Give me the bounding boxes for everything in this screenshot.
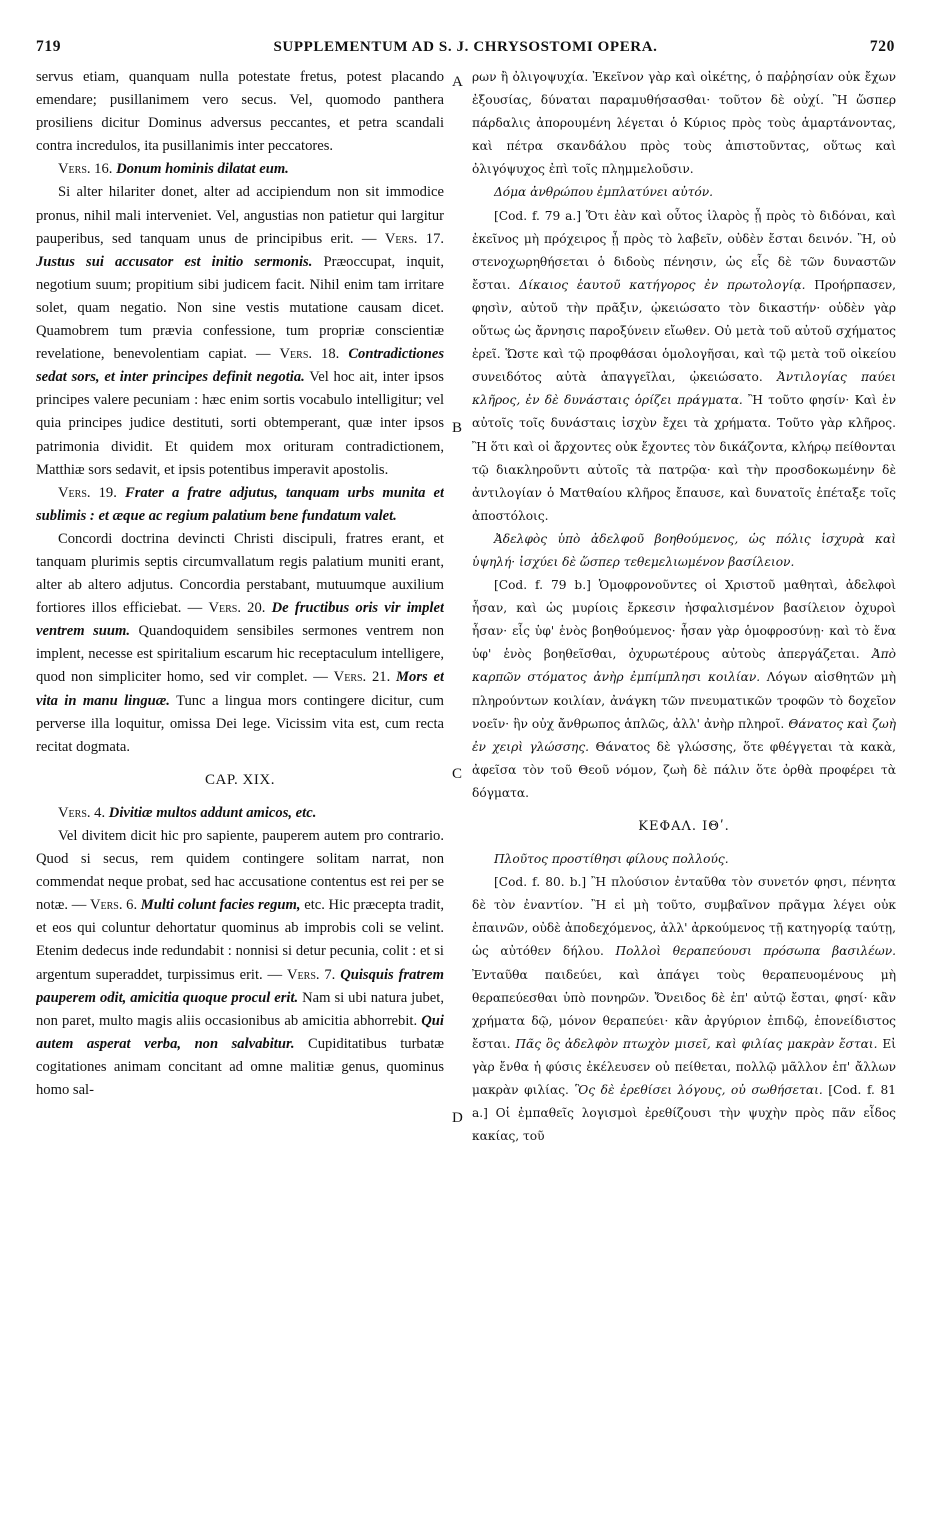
- margin-marker-b: B: [452, 420, 463, 436]
- greek-paragraph: ρων ἢ ὀλιγοψυχία. Ἐκεῖνον γὰρ καὶ οἰκέτης, ὁ παῤῥησίαν οὐκ ἔχων ἐξουσίας, δύναται παραμυθήσασθαι· τοῦτον δὲ οὐχί. Ἢ ὥσπερ πάρδαλις ἀπορουμένη λέγεται ὁ Κύριος πρὸς τοὺς ἁμαρτάνοντας, καὶ πέτρα σκανδάλου πρὸς τοὺς ἀπιστοῦντας, οὕτως καὶ ὀλιγόψυχος ἐπὶ τοῖς πλημμελοῦσιν.: [472, 70, 896, 177]
- latin-verse-heading: Vers. 19. Frater a fratre adjutus, tanquam urbs munita et sublimis : et æque ac regium palatium bene fundatum valet.: [36, 484, 444, 524]
- greek-verse-heading: Πλοῦτος προστίθησι φίλους πολλούς.: [494, 852, 729, 867]
- latin-verse-heading: Vers. 16. Donum hominis dilatat eum.: [58, 161, 289, 178]
- latin-verse-heading: Vers. 4. Divitiæ multos addunt amicos, etc.: [58, 804, 317, 821]
- right-page-number: 720: [869, 38, 895, 55]
- margin-marker-d: D: [452, 1110, 463, 1126]
- greek-verse-heading: Δόμα ἀνθρώπου ἐμπλατύνει αὐτόν.: [494, 185, 714, 200]
- latin-paragraph: servus etiam, quanquam nulla potestate fretus, potest placando emendare; pusillanimem vero secus. Vel, quomodo panthera prosiliens dicitur Dominus adversus peccantes, et petra scandali contra incredulos, ita pusillanimis inter peccatores.: [36, 69, 444, 155]
- greek-paragraph: [Cod. f. 80. b.] Ἢ πλούσιον ἐνταῦθα τὸν συνετόν φησι, πένητα δὲ τὸν ἐναντίον. Ἢ εἰ μὴ τοῦτο, συμβαῖνον πρᾶγμα λέγει οὐκ ἐπαινῶν, οὐδὲ ἀποδεχόμενος, ἀλλ' ἀρκούμενος τῇ κατηγορίᾳ ταύτῃ, ὡς αὐτόθεν δήλου. Πολλοὶ θεραπεύουσι πρόσωπα βασιλέων. Ἐνταῦθα παιδεύει, καὶ ἀπάγει τοὺς θεραπευομένους μὴ θεραπεύεσθαι ὑπὸ πονηρῶν. Ὄνειδος δὲ ἐπ' αὐτῷ ἔσται, φησί· κἂν χρήματα δῷ, μόνον θεραπεύει· κἂν ἀργύριον ἐπιδῷ, ἐπονείδιστος ἔσται. Πᾶς ὃς ἀδελφὸν πτωχὸν μισεῖ, καὶ φιλίας μακρὰν ἔσται. Εἰ γὰρ ἔνθα ἡ φύσις ἐκέλευσεν οὐ πείθεται, πολλῷ μᾶλλον ἐπ' ἄλλων μακρὰν φιλίας. Ὃς δὲ ἐρεθίσει λόγους, οὐ σωθήσεται. [Cod. f. 81 a.] Οἱ ἐμπαθεῖς λογισμοὶ ἐρεθίζουσι τὴν ψυχὴν πρὸς πᾶν εἶδος κακίας, τοῦ: [472, 875, 896, 1144]
- left-page-number: 719: [36, 38, 62, 55]
- running-header: [36, 32, 895, 62]
- latin-paragraph: Concordi doctrina devincti Christi discipuli, fratres erant, et tanquam plurimis septis circumvallatum regis palatium muniti erant, alter ab altero adjutus. Concordia perstabant, mutuumque auxilium fortiores illos efficiebat. — Vers. 20. De fructibus oris vir implet ventrem suum. Quandoquidem sensibiles sermones ventrem non implent, necesse est spiritalium escarum hic receptaculum intelligere, quod non simpliciter homo, sed vir complet. — Vers. 21. Mors et vita in manu linguæ. Tunc a lingua mors contingere dicitur, cum perverse illa loquitur, omissa Dei lege. Vicissim vita est, cum recta recitat dogmata.: [36, 530, 444, 755]
- margin-marker-a: A: [452, 74, 463, 90]
- chapter-heading-latin: CAP. XIX.: [205, 771, 275, 788]
- latin-column: [36, 66, 444, 1520]
- latin-paragraph: Vel divitem dicit hic pro sapiente, pauperem autem pro contrario. Quod si secus, rem quidem contingere solitam narrat, non commendat neque probat, sed hac accusatione contentus est rei per se notæ. — Vers. 6. Multi colunt facies regum, etc. Hic præcepta tradit, et eos qui coluntur dehortatur quominus ab improbis coli se velint. Etenim dedecus inde redundabit : nonnisi si detur pecunia, colit : et si argentum superaddet, turpissimus erit. — Vers. 7. Quisquis fratrem pauperem odit, amicitia quoque procul erit. Nam si ubi natura jubet, non paret, multo magis aliis occasionibus ab amicitia abhorrebit. Qui autem asperat verba, non salvabitur. Cupiditatibus turbatæ cogitationes animam concitant ad omne malitiæ genus, quominus homo sal-: [36, 828, 444, 1099]
- greek-column: [472, 66, 896, 1520]
- greek-paragraph: [Cod. f. 79 a.] Ὅτι ἐὰν καὶ οὗτος ἱλαρὸς ᾖ πρὸς τὸ διδόναι, καὶ ἐκεῖνος μὴ πρόχειρος ᾖ πρὸς τὸ λαβεῖν, οὐδὲν ἔσται δεινόν. Ἢ, οὐ στενοχωρηθήσεται ὁ διδοὺς πένησιν, ὡς εἷς δὲ τῶν δυναστῶν ἔσται. Δίκαιος ἑαυτοῦ κατήγορος ἐν πρωτολογίᾳ. Προήρπασεν, φησὶν, αὐτοῦ τὴν πρᾶξιν, ᾠκειώσατο τὸν δικαστήν· οὐδὲν γὰρ οὕτως ὡς ἄρνησις παροξύνειν εἴωθεν. Οὐ μετὰ τοῦ αὐτοῦ σχήματος ἐρεῖ. Ὥστε καὶ τῷ προφθάσαι ὁμολογῆσαι, καὶ τῷ μετὰ τοῦ οἰκείου συνειδότος αὐτὰ ἀπαγγεῖλαι, ᾠκειώσατο. Ἀντιλογίας παύει κλῆρος, ἐν δὲ δυνάσταις ὁρίζει πράγματα. Ἢ τοῦτο φησίν· Καὶ ἐν αὐτοῖς τοῖς δυνάσταις ἰσχὺν ἔχει τὰ χρήματα. Τοῦτο γὰρ κλῆρος. Ἢ ὅτι καὶ οἱ ἄρχοντες οὐκ ἔχοντες τὸν δικάζοντα, κλήρῳ πείθονται τῷ διακληροῦντι αὐτοῖς τὰ πατρῷα· καὶ τὴν προσδοκωμένην δὲ ἀντιλογίαν ὁ Ματθαίου κλῆρος ἔπαυσε, καὶ δυνατοῖς ἐπέταξε τοῖς ἀποστόλοις.: [472, 208, 896, 523]
- greek-verse-heading: Ἀδελφὸς ὑπὸ ἀδελφοῦ βοηθούμενος, ὡς πόλις ἰσχυρὰ καὶ ὑψηλή· ἰσχύει δὲ ὥσπερ τεθεμελιωμένον βασίλειον.: [472, 531, 896, 569]
- chapter-heading-greek: ΚΕΦΑΛ. ΙΘʹ.: [638, 819, 730, 834]
- greek-paragraph: [Cod. f. 79 b.] Ὁμοφρονοῦντες οἱ Χριστοῦ μαθηταὶ, ἀδελφοὶ ἦσαν, καὶ ὡς μυρίοις ἔρκεσιν ἠσφαλισμένον βασίλειον ὀχυροὶ ἦσαν· εἷς ὑφ' ἑνὸς βοηθούμενος· ἦσαν γὰρ ὁμοφροσύνῃ· καὶ τὸ ἕνα ὑφ' ἑνὸς βοηθεῖσθαι, ὀχυρωτέρους αὐτοὺς ἀπεργάζεται. Ἀπὸ καρπῶν στόματος ἀνὴρ ἐμπίμπλησι κοιλίαν. Λόγων αἰσθητῶν μὴ πληρούντων κοιλίαν, ἀνάγκη τῶν πνευματικῶν τροφῶν τὸ δοχεῖον νοεῖν· ἣν οὐχ ἄνθρωπος ἁπλῶς, ἀλλ' ἀνὴρ πληροῖ. Θάνατος καὶ ζωὴ ἐν χειρὶ γλώσσης. Θάνατος δὲ γλώσσης, ὅτε φθέγγεται τὰ κακὰ, ἀφεῖσα τὸν τοῦ Θεοῦ νόμον, ζωὴ δὲ πάλιν ὅτε ὀρθὰ προφέρει τὰ δόγματα.: [472, 578, 896, 800]
- latin-paragraph: Si alter hilariter donet, alter ad accipiendum non sit immodice pronus, nihil mali interveniet. Vel, angustias non patietur qui largitur pauperibus, sed tanquam unus de principibus erit. — Vers. 17. Justus sui accusator est initio sermonis. Præoccupat, inquit, negotium suum; propitium sibi judicem facit. Nihil enim tam irritare solet, quam negatio. Non sine vestis mutatione causam dicet. Quamobrem tum prævia confessione, tum propriæ conscientiæ revelatione, benevolentiam capiat. — Vers. 18. Contradictiones sedat sors, et inter principes definit negotia. Vel hoc ait, inter ipsos principes valere pecuniam : hæc enim sortis vocabulo intelligitur; vel quia principes judice destituti, sorti obtemperant, quæ inter ipsos patrimonia dividit. Et quidem mox orituram contradictionem, Matthiæ sors sedavit, et ipsis potentibus imperavit apostolis.: [36, 184, 444, 478]
- running-title: SUPPLEMENTUM AD S. J. CHRYSOSTOMI OPERA.: [273, 38, 658, 55]
- margin-marker-c: C: [452, 766, 463, 782]
